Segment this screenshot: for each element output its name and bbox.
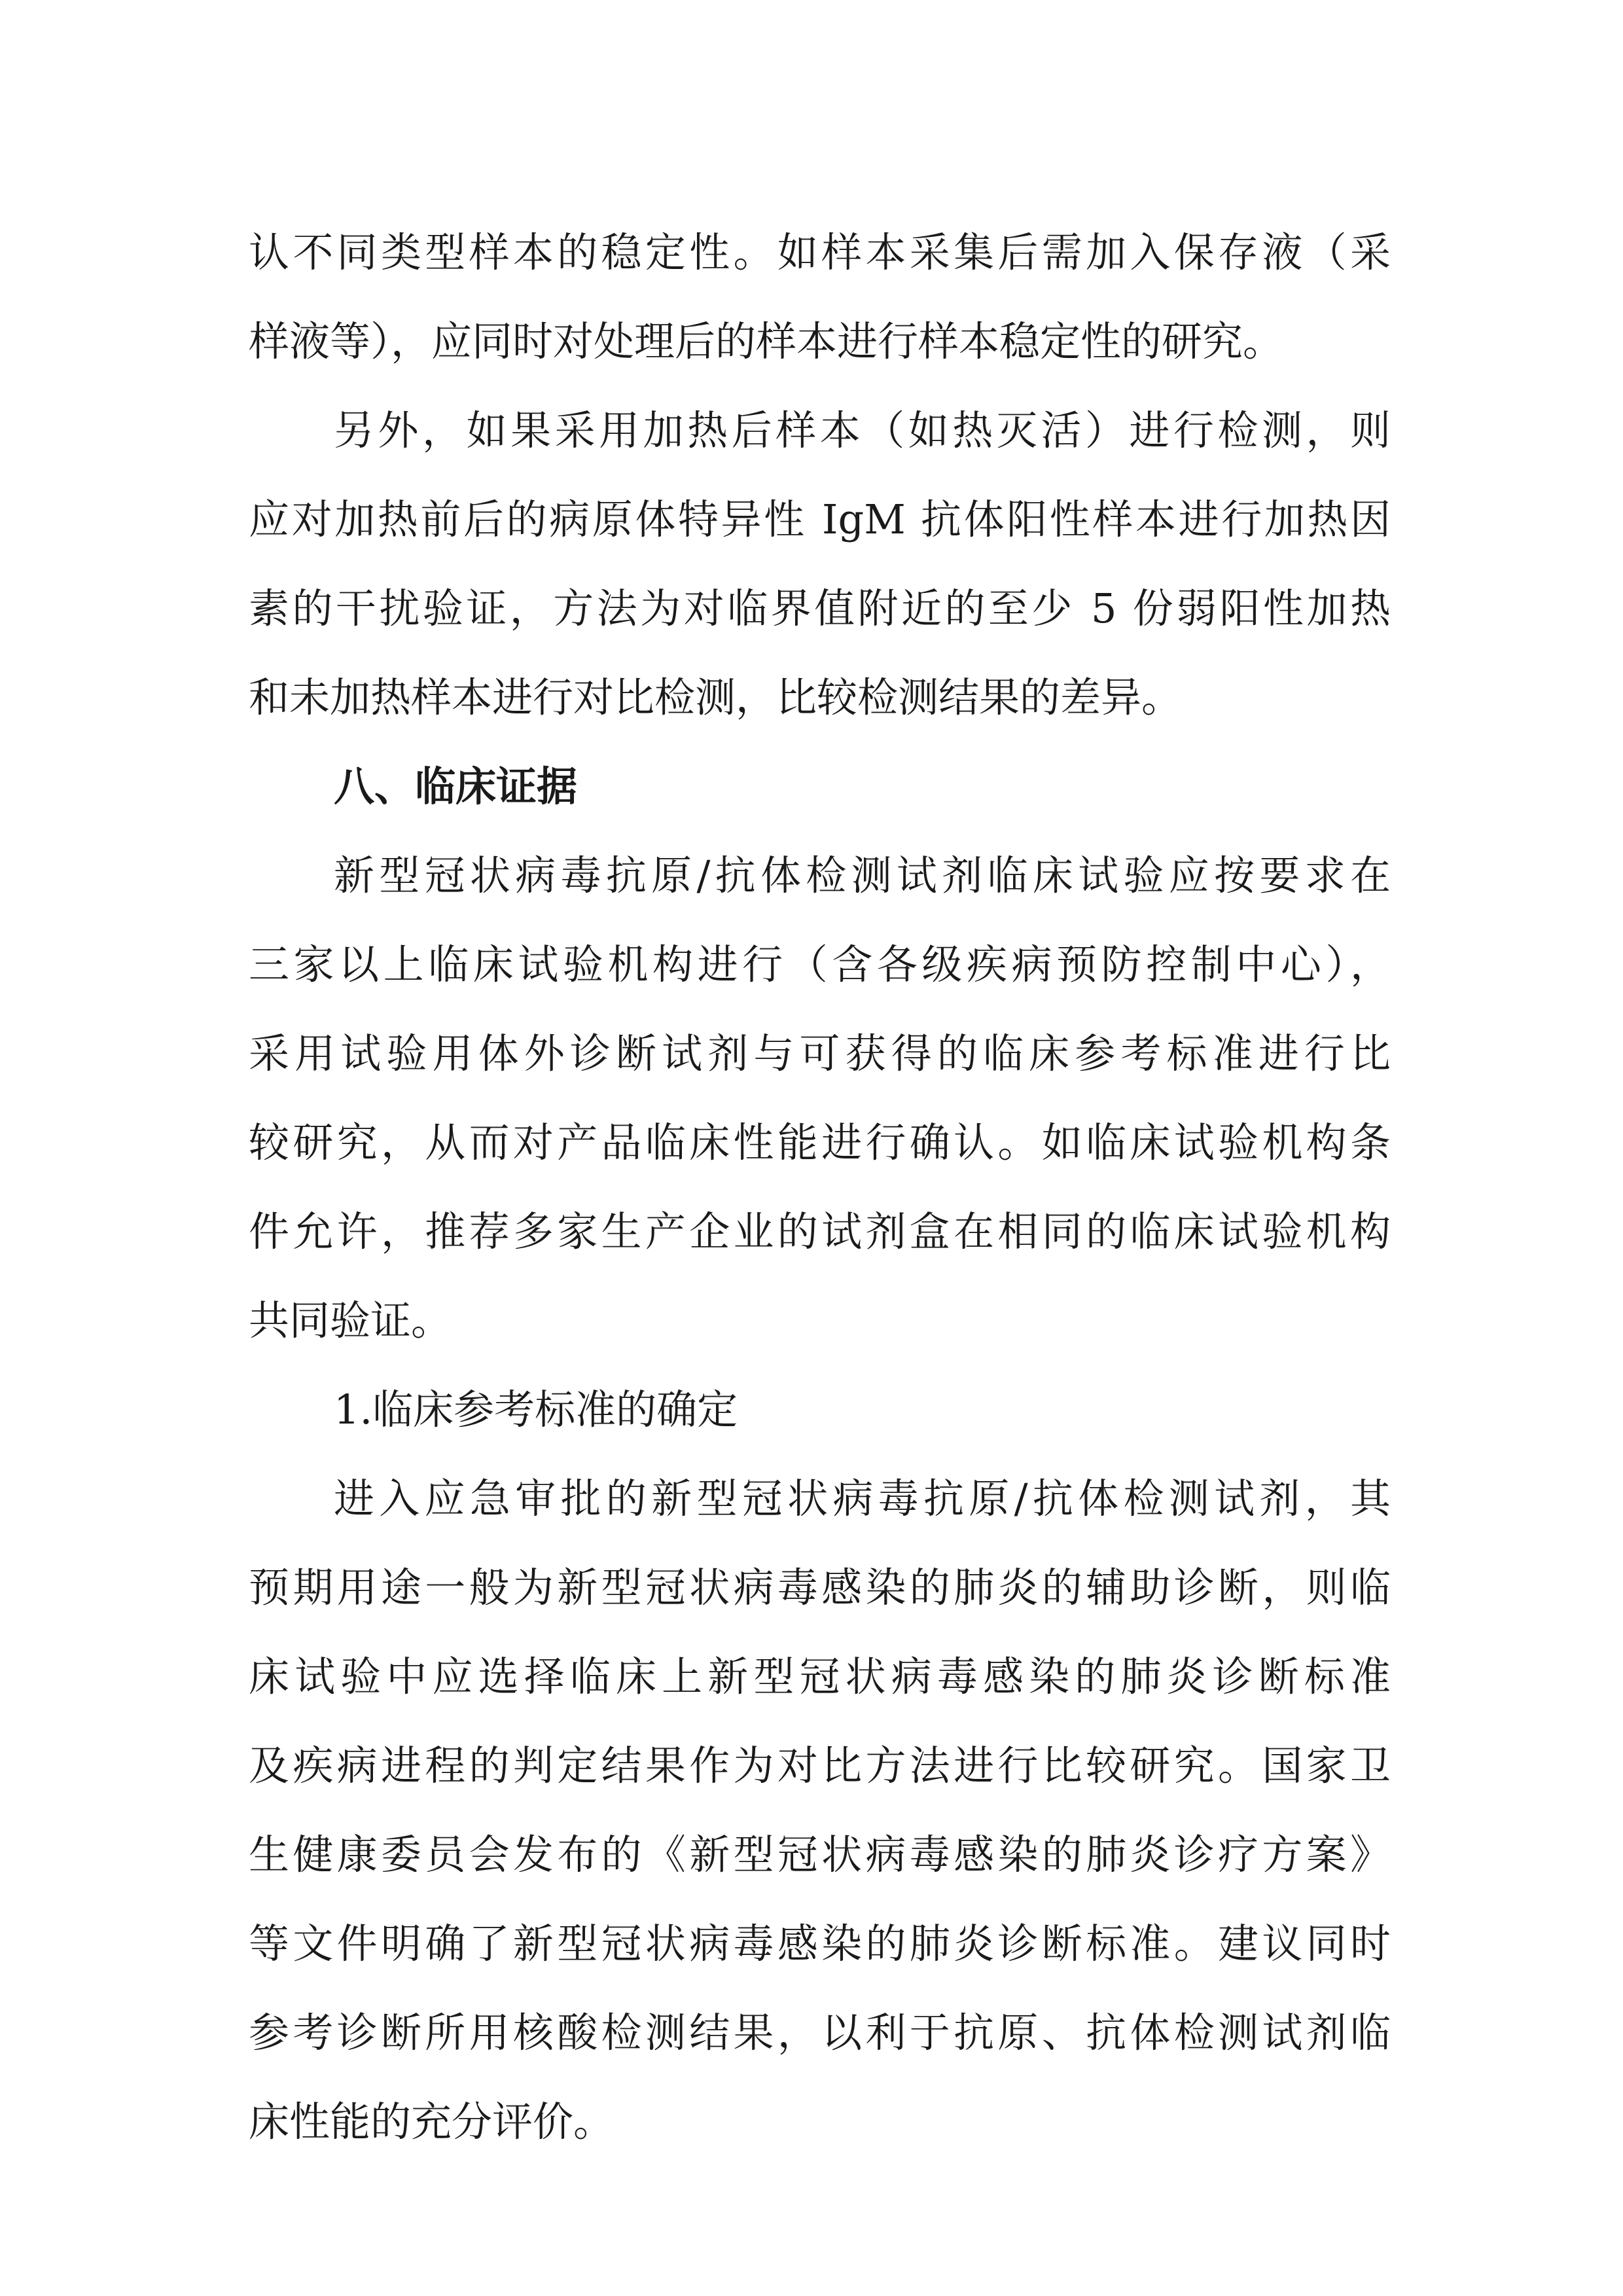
paragraph-line: 三家以上临床试验机构进行（含各级疾病预防控制中心）， bbox=[249, 941, 1391, 988]
paragraph-line: 和未加热样本进行对比检测，比较检测结果的差异。 bbox=[249, 673, 1183, 721]
paragraph-line: 采用试验用体外诊断试剂与可获得的临床参考标准进行比 bbox=[249, 1030, 1391, 1077]
paragraph-line: 新型冠状病毒抗原/抗体检测试剂临床试验应按要求在 bbox=[334, 852, 1391, 899]
document-body bbox=[249, 208, 1391, 2166]
paragraph-line: 床试验中应选择临床上新型冠状病毒感染的肺炎诊断标准 bbox=[249, 1653, 1391, 1700]
paragraph-line: 预期用途一般为新型冠状病毒感染的肺炎的辅助诊断，则临 bbox=[249, 1564, 1391, 1611]
paragraph-line: 床性能的充分评价。 bbox=[249, 2098, 615, 2145]
paragraph-line: 较研究，从而对产品临床性能进行确认。如临床试验机构条 bbox=[249, 1119, 1391, 1166]
paragraph-line: 进入应急审批的新型冠状病毒抗原/抗体检测试剂，其 bbox=[334, 1475, 1391, 1522]
paragraph-line: 另外，如果采用加热后样本（如热灭活）进行检测，则 bbox=[334, 406, 1391, 454]
paragraph-line: 生健康委员会发布的《新型冠状病毒感染的肺炎诊疗方案》 bbox=[249, 1831, 1391, 1878]
paragraph-line: 件允许，推荐多家生产企业的试剂盒在相同的临床试验机构 bbox=[249, 1208, 1391, 1255]
paragraph-line: 等文件明确了新型冠状病毒感染的肺炎诊断标准。建议同时 bbox=[249, 1920, 1391, 1967]
section-heading: 八、临床证据 bbox=[334, 762, 578, 810]
paragraph-line: 认不同类型样本的稳定性。如样本采集后需加入保存液（采 bbox=[249, 228, 1391, 276]
paragraph-line: 参考诊断所用核酸检测结果，以利于抗原、抗体检测试剂临 bbox=[249, 2009, 1391, 2056]
paragraph-line: 及疾病进程的判定结果作为对比方法进行比较研究。国家卫 bbox=[249, 1742, 1391, 1789]
paragraph-line: 素的干扰验证，方法为对临界值附近的至少 5 份弱阳性加热 bbox=[249, 584, 1391, 632]
paragraph-line: 应对加热前后的病原体特异性 IgM 抗体阳性样本进行加热因 bbox=[249, 495, 1391, 543]
subsection-heading: 1.临床参考标准的确定 bbox=[334, 1386, 738, 1433]
paragraph-line: 样液等），应同时对处理后的样本进行样本稳定性的研究。 bbox=[249, 317, 1284, 365]
paragraph-line: 共同验证。 bbox=[249, 1297, 452, 1344]
